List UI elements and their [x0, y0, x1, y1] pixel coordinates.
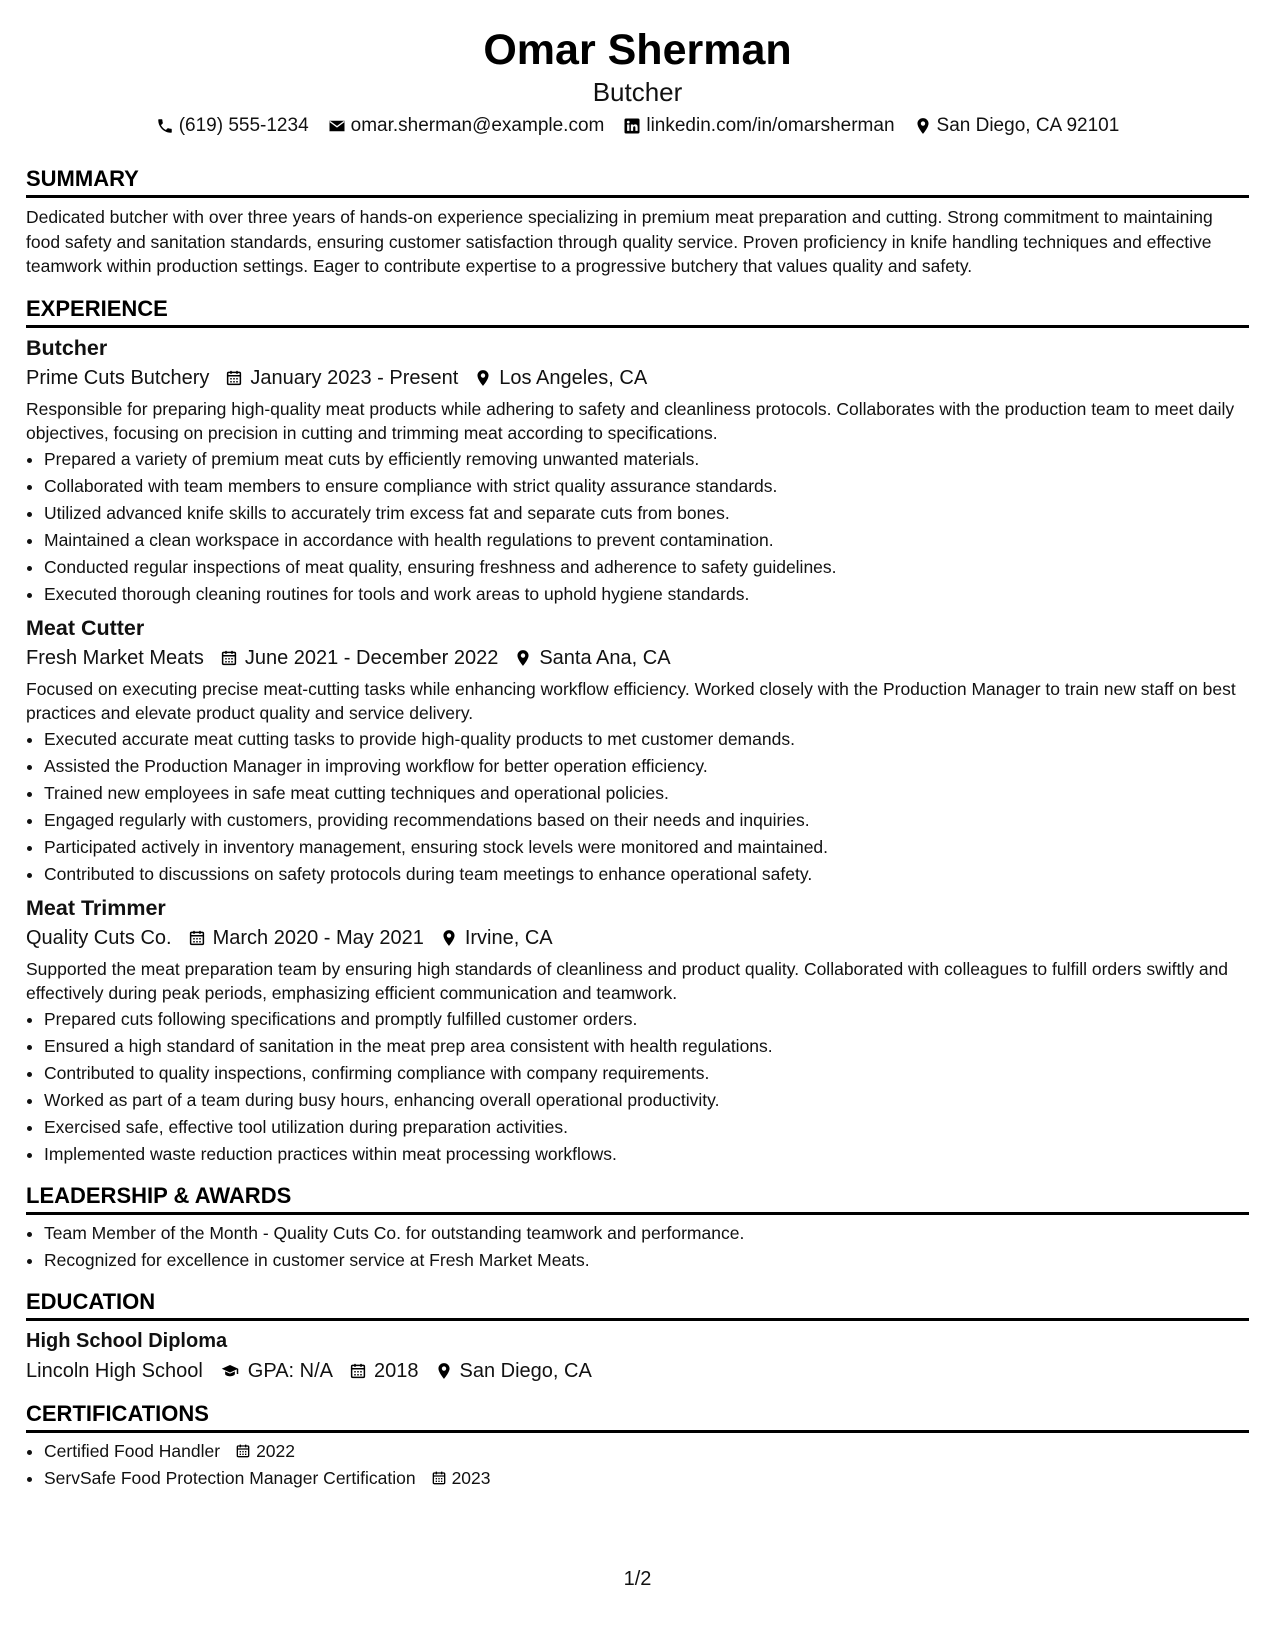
contact-email[interactable]	[328, 114, 605, 138]
calendar-icon	[225, 369, 243, 387]
education-location: San Diego, CA	[459, 1359, 592, 1382]
job-description: Responsible for preparing high-quality meat products while adhering to safety and cleanliness protocols. Collaborates with the production team to meet daily objectives, focusing on precision in cutting and trimming meat according to specifications.	[26, 398, 1235, 443]
map-pin-icon	[435, 1362, 453, 1380]
job-bullets	[26, 726, 1249, 888]
certifications-section	[26, 1400, 1249, 1492]
list-item: • Contributed to discussions on safety protocols during team meetings to enhance operational safety.	[44, 861, 1249, 888]
list-item: • Engaged regularly with customers, providing recommendations based on their needs and inquiries.	[44, 807, 1249, 834]
certification-row	[44, 1465, 491, 1492]
job-bullets	[26, 446, 1249, 608]
job-meta	[26, 925, 1249, 951]
certification-name: • Certified Food Handler	[44, 1440, 221, 1461]
calendar-icon	[431, 1470, 447, 1486]
list-item: • Trained new employees in safe meat cutting techniques and operational policies.	[44, 780, 1249, 807]
contact-phone	[156, 114, 309, 138]
list-item: • Conducted regular inspections of meat quality, ensuring freshness and adherence to safety guidelines.	[44, 554, 1249, 581]
map-pin-icon	[914, 117, 932, 135]
gpa-text: GPA: N/A	[247, 1359, 333, 1382]
page-number: 1/2	[623, 1568, 652, 1590]
list-item: • Assisted the Production Manager in improving workflow for better operation efficiency.	[44, 753, 1249, 780]
certification-name: • ServSafe Food Protection Manager Certification	[44, 1467, 416, 1488]
envelope-icon	[328, 117, 346, 135]
job-location: Los Angeles, CA	[499, 366, 648, 389]
education-section	[26, 1288, 1249, 1384]
list-item: • Ensured a high standard of sanitation in the meat prep area consistent with health regulations.	[44, 1033, 1249, 1060]
list-item	[44, 1438, 1249, 1465]
email-text: omar.sherman@example.com	[350, 115, 605, 136]
list-item: • Exercised safe, effective tool utilization during preparation activities.	[44, 1114, 1249, 1141]
job-title: Meat Trimmer	[26, 895, 166, 920]
certification-year: 2023	[451, 1467, 491, 1488]
certification-year: 2022	[256, 1440, 295, 1461]
list-item: • Team Member of the Month - Quality Cuts Co. for outstanding teamwork and performance.	[44, 1220, 1249, 1247]
experience-heading: EXPERIENCE	[26, 295, 1249, 328]
certifications-heading: CERTIFICATIONS	[26, 1400, 1249, 1433]
list-item: • Participated actively in inventory management, ensuring stock levels were monitored and maintained.	[44, 834, 1249, 861]
job-description: Focused on executing precise meat-cutting tasks while enhancing workflow efficiency. Worked closely with the Production Manager to train new staff on best practices and elevate product quality and service delivery.	[26, 678, 1236, 723]
contact-linkedin[interactable]	[623, 114, 894, 138]
list-item: • Contributed to quality inspections, confirming compliance with company requirements.	[44, 1060, 1249, 1087]
list-item: • Recognized for excellence in customer service at Fresh Market Meats.	[44, 1247, 1249, 1274]
list-item: • Collaborated with team members to ensure compliance with strict quality assurance standards.	[44, 473, 1249, 500]
graduation-cap-icon	[219, 1362, 241, 1380]
calendar-icon	[235, 1443, 251, 1459]
contact-bar	[26, 114, 1249, 138]
list-item: • Prepared cuts following specifications and promptly fulfilled customer orders.	[44, 1006, 1249, 1033]
map-pin-icon	[514, 649, 532, 667]
list-item: • Utilized advanced knife skills to accurately trim excess fat and separate cuts from bones.	[44, 500, 1249, 527]
leadership-list	[26, 1220, 1249, 1274]
list-item: • Implemented waste reduction practices within meat processing workflows.	[44, 1141, 1249, 1168]
job-meta	[26, 365, 1249, 391]
phone-text: (619) 555-1234	[178, 115, 309, 136]
list-item: • Executed thorough cleaning routines for tools and work areas to uphold hygiene standards.	[44, 581, 1249, 608]
calendar-icon	[349, 1362, 367, 1380]
candidate-role: Butcher	[592, 77, 683, 107]
list-item: • Worked as part of a team during busy hours, enhancing overall operational productivity.	[44, 1087, 1249, 1114]
job-entry	[26, 614, 1249, 888]
job-entry	[26, 334, 1249, 608]
job-location: Santa Ana, CA	[539, 646, 671, 669]
list-item	[44, 1465, 1249, 1492]
job-company: Prime Cuts Butchery	[26, 366, 210, 389]
list-item: • Executed accurate meat cutting tasks to provide high-quality products to met customer demands.	[44, 726, 1249, 753]
leadership-section	[26, 1182, 1249, 1274]
map-pin-icon	[474, 369, 492, 387]
linkedin-text: linkedin.com/in/omarsherman	[646, 115, 895, 136]
resume-header	[26, 25, 1249, 138]
calendar-icon	[188, 929, 206, 947]
job-description: Supported the meat preparation team by ensuring high standards of cleanliness and product quality. Collaborated with colleagues to fulfill orders swiftly and effectively during peak periods, emphasizing efficient communication and teamwork.	[26, 958, 1229, 1003]
school-name: Lincoln High School	[26, 1359, 203, 1382]
phone-icon	[156, 117, 174, 135]
summary-text: Dedicated butcher with over three years of hands-on experience specializing in premium meat preparation and cutting. Strong commitment to maintaining food safety and sanitation standards, ensuring customer satisfaction through quality service. Proven proficiency in knife handling techniques and effective teamwork within production settings. Eager to contribute expertise to a progressive butchery that values quality and safety.	[26, 207, 1213, 276]
job-title: Butcher	[26, 335, 108, 360]
education-heading: EDUCATION	[26, 1288, 1249, 1321]
job-title: Meat Cutter	[26, 615, 145, 640]
candidate-name: Omar Sherman	[483, 26, 792, 74]
degree-title: High School Diploma	[26, 1329, 228, 1352]
job-bullets	[26, 1006, 1249, 1168]
summary-section	[26, 165, 1249, 279]
job-dates: March 2020 - May 2021	[212, 926, 424, 949]
certification-row	[44, 1438, 295, 1465]
summary-heading: SUMMARY	[26, 165, 1249, 198]
job-dates: June 2021 - December 2022	[244, 646, 499, 669]
calendar-icon	[220, 649, 238, 667]
contact-location	[914, 114, 1120, 138]
job-meta	[26, 645, 1249, 671]
certifications-list	[26, 1438, 1249, 1492]
location-text: San Diego, CA 92101	[936, 115, 1120, 136]
job-location: Irvine, CA	[464, 926, 553, 949]
leadership-heading: LEADERSHIP & AWARDS	[26, 1182, 1249, 1215]
job-entry	[26, 894, 1249, 1168]
list-item: • Prepared a variety of premium meat cuts by efficiently removing unwanted materials.	[44, 446, 1249, 473]
job-company: Quality Cuts Co.	[26, 926, 172, 949]
experience-section	[26, 295, 1249, 1168]
job-company: Fresh Market Meats	[26, 646, 204, 669]
education-year: 2018	[374, 1359, 419, 1382]
linkedin-icon	[623, 117, 641, 135]
education-meta	[26, 1358, 1249, 1384]
map-pin-icon	[440, 929, 458, 947]
job-dates: January 2023 - Present	[250, 366, 459, 389]
list-item: • Maintained a clean workspace in accordance with health regulations to prevent contamination.	[44, 527, 1249, 554]
